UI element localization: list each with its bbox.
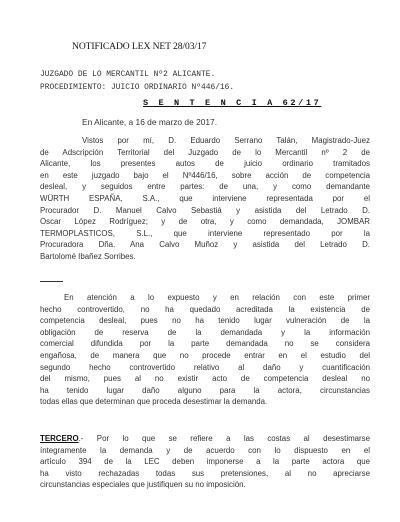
text-line: segundo hecho controvertido relativo al daño y cuantificación [40, 362, 370, 372]
paragraph-parties [40, 135, 370, 263]
text-line: todas ellas que determinan que proceda desestimar la demanda. [40, 397, 268, 407]
paragraph-conclusion [40, 292, 370, 408]
text-line: de Adscripción Territorial del Juzgado de lo Mercantil nº 2 de [40, 147, 370, 157]
judgment-title: S E N T E N C I A 62/17 [143, 98, 322, 108]
section-heading-tercero: TERCERO [40, 434, 79, 443]
procedure-number: PROCEDIMIENTO: JUICIO ORDINARIO Nº446/16. [40, 83, 235, 92]
date-line: En Alicante, a 16 de marzo de 2017. [82, 117, 218, 127]
text-line: obligación de reserva de la demandada y la información [40, 327, 370, 337]
text-line: Oscar López Rodríguez; y de otra, y como demandada, JOMBAR [40, 217, 370, 227]
text-line: circunstancias especiales que justifiquen su no imposición. [40, 480, 246, 490]
notification-stamp: NOTIFICADO LEX NET 28/03/17 [72, 41, 207, 52]
text-line: competencia desleal, pues no ha tenido lugar vulneración de la [40, 316, 370, 326]
text-line: comercial difundida por la parte demandada no se considera [40, 339, 370, 349]
text-line: Procurador D. Manuel Calvo Sebastiá y asistida del Letrado D. [40, 205, 370, 215]
text-line: desleal, y seguidos entre partes: de una, y como demandante [40, 182, 370, 192]
text-line: en este juzgado bajo el Nº446/16, sobre acción de competencia [40, 170, 370, 180]
text-line: Bartolomé Ibañez Sorribes. [40, 251, 136, 261]
text-line: ha visto rechazadas todas sus pretensiones, al no apreciarse [40, 468, 370, 478]
text-line: del mismo, pues al no existir acto de competencia desleal no [40, 374, 370, 384]
text-line: íntegramente la demanda y de acuerdo con lo dispuesto en el [40, 445, 370, 455]
text-line: En atención a lo expuesto y en relación con este primer [64, 293, 370, 302]
text-line: engañosa, de manera que no procede entrar en el estudio del [40, 350, 370, 360]
text-line: TERMOPLASTICOS, S.L., que interviene representado por la [40, 228, 370, 238]
court-name: JUZGADO DE LO MERCANTIL Nº2 ALICANTE. [40, 70, 216, 79]
text-line: Vistos por mí, D. Eduardo Serrano Talán, Magistrado-Juez [82, 136, 370, 145]
text-line: WÜRTH ESPAÑA, S.A., que interviene representada por el [40, 193, 370, 203]
text-line: artículo 394 de la LEC deben imponerse a la parte actora que [40, 457, 370, 467]
court-header [40, 68, 234, 94]
text-line: Procuradora Dña. Ana Calvo Muñoz y asistida del Letrado D. [40, 240, 370, 250]
section-divider [40, 281, 63, 282]
text-line [40, 433, 370, 445]
paragraph-costs [40, 433, 370, 491]
text-line: ha tenido lugar daño alguno para la actora, circunstancias [40, 385, 370, 395]
text-line: Alicante, los presentes autos de juicio ordinario tramitados [40, 159, 370, 169]
text-span: .- Por lo que se refiere a las costas al desestimarse [78, 434, 370, 443]
text-line: hecho controvertido, no ha quedado acreditada la existencia de [40, 304, 370, 314]
